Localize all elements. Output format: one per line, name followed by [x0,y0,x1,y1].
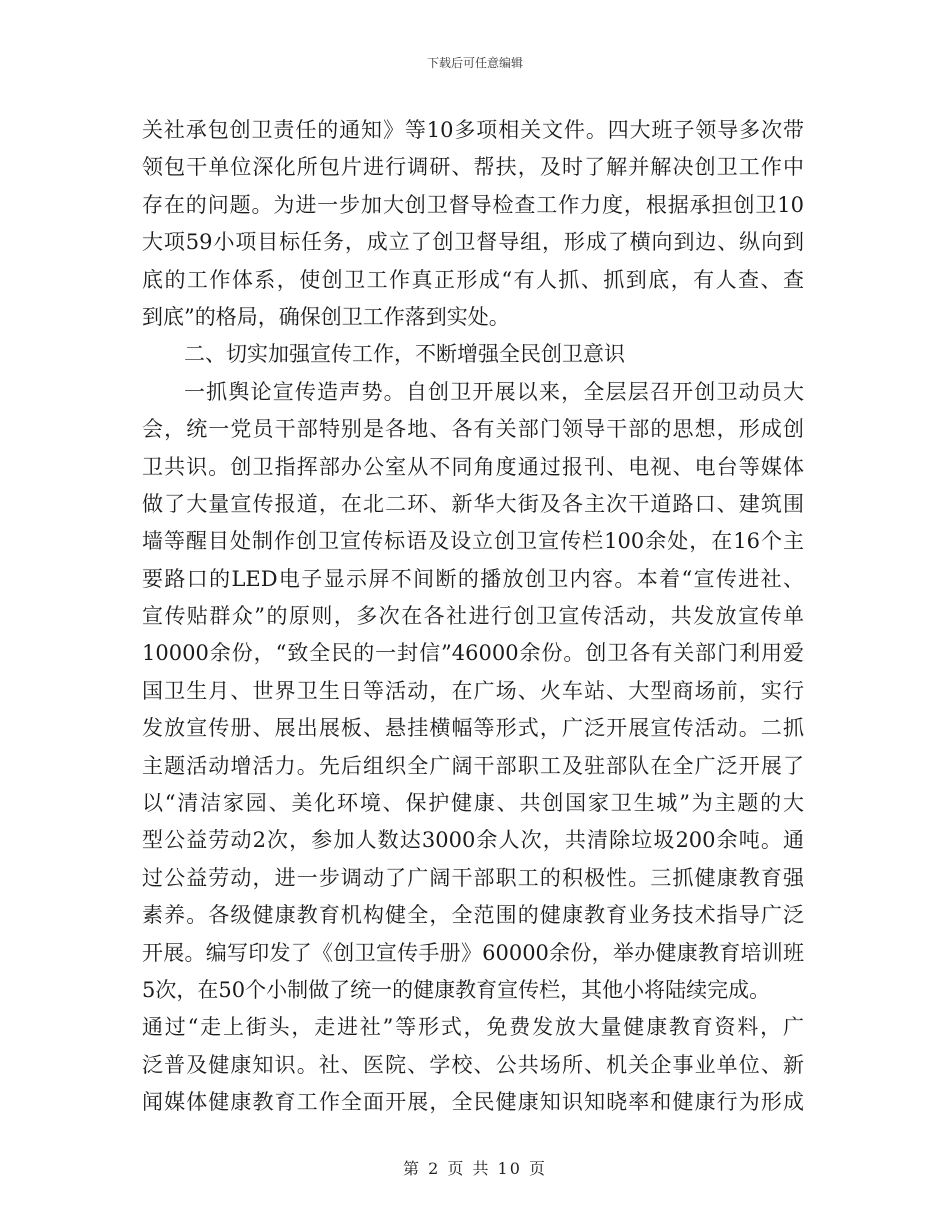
text-line: 到底”的格局，确保创卫工作落到实处。 [142,304,510,329]
text-line: 国卫生月、世界卫生日等活动，在广场、火车站、大型商场前，实行 [142,678,804,703]
text-line: 闻媒体健康教育工作全面开展，全民健康知识知晓率和健康行为形成 [142,1090,804,1115]
text-line: 主题活动增活力。先后组织全广阔干部职工及驻部队在全广泛开展了 [142,753,804,778]
text-line: 大项59小项目标任务，成立了创卫督导组，形成了横向到边、纵向到 [142,230,804,255]
page-number: 第 2 页 共 10 页 [403,1159,547,1178]
text-line: 底的工作体系，使创卫工作真正形成“有人抓、抓到底，有人查、查 [142,267,804,292]
text-line: 一抓舆论宣传造声势。自创卫开展以来，全层层召开创卫动员大 [184,379,804,404]
page-header-note: 下载后可任意编辑 [426,56,523,70]
document-body [142,112,804,1122]
text-line: 开展。编写印发了《创卫宣传手册》60000余份，举办健康教育培训班 [142,940,804,965]
text-line: 素养。各级健康教育机构健全，全范围的健康教育业务技术指导广泛 [142,903,804,928]
text-line: 关社承包创卫责任的通知》等10多项相关文件。四大班子领导多次带 [142,118,804,142]
text-line: 通过“走上街头，走进社”等形式，免费发放大量健康教育资料，广 [142,1015,804,1040]
text-line: 墙等醒目处制作创卫宣传标语及设立创卫宣传栏100余处，在16个主 [142,529,804,554]
text-line: 泛普及健康知识。社、医院、学校、公共场所、机关企事业单位、新 [142,1052,804,1077]
section-heading: 二、切实加强宣传工作，不断增强全民创卫意识 [184,342,625,367]
text-line: 做了大量宣传报道，在北二环、新华大街及各主次干道路口、建筑围 [142,491,804,516]
text-line: 要路口的LED电子显示屏不间断的播放创卫内容。本着“宣传进社、 [142,566,804,591]
text-line: 10000余份，“致全民的一封信”46000余份。创卫各有关部门利用爱 [142,641,804,666]
text-line: 会，统一党员干部特别是各地、各有关部门领导干部的思想，形成创 [142,417,804,442]
text-line: 5次，在50个小制做了统一的健康教育宣传栏，其他小将陆续完成。 [142,977,771,1002]
text-line: 领包干单位深化所包片进行调研、帮扶，及时了解并解决创卫工作中 [142,155,804,180]
text-line: 型公益劳动2次，参加人数达3000余人次，共清除垃圾200余吨。通 [142,828,804,853]
text-line: 卫共识。创卫指挥部办公室从不同角度通过报刊、电视、电台等媒体 [142,454,804,479]
text-line: 存在的问题。为进一步加大创卫督导检查工作力度，根据承担创卫10 [142,192,804,217]
text-line: 以“清洁家园、美化环境、保护健康、共创国家卫生城”为主题的大 [142,791,804,816]
text-line: 宣传贴群众”的原则，多次在各社进行创卫宣传活动，共发放宣传单 [142,604,804,629]
text-line: 过公益劳动，进一步调动了广阔干部职工的积极性。三抓健康教育强 [142,865,804,890]
text-line: 发放宣传册、展出展板、悬挂横幅等形式，广泛开展宣传活动。二抓 [142,716,804,741]
